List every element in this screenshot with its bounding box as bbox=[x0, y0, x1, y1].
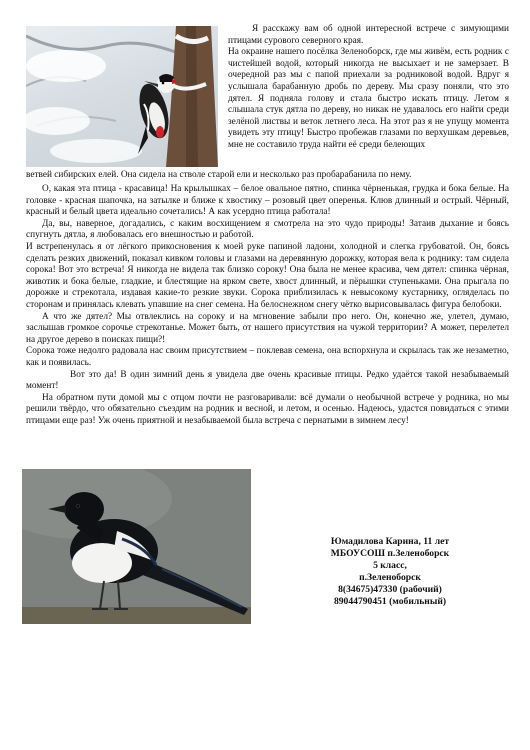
phone-mobile: 89044790451 (мобильный) bbox=[333, 596, 447, 607]
author-signature bbox=[280, 536, 500, 608]
magpie-illustration bbox=[22, 469, 251, 624]
paragraph-magpie: И встрепенулась я от лёгкого прикосновения к моей руке папиной ладони, холодной и слегка грубоватой. Он, боясь сделать резких движений, показал кивком головы и глазами на деревянную дорожку, которая вела к роднику: там сидела сорока! Вот это встреча! Я никогда не видела так близко сороку! Она была не менее красива, чем дятел: спинка чёрная, животик и бока белые, гладкие, и блестящие на ярком свете, хвост длинный, и пёрышки ступеньками. Она прыгала по дорожке и стрекотала, издавая какие-то резкие звуки. Сорока приблизилась к невысокому кустарнику, огляделась по сторонам и принялась клевать упавшие на снег семена. На белоснежном снегу чётко вырисовывалась фигура белобоки. bbox=[26, 241, 509, 310]
woodpecker-photo bbox=[26, 26, 218, 167]
paragraph-admiration: Да, вы, наверное, догадались, с каким восхищением я смотрела на это чудо природы! Затаив дыхание и боясь спугнуть дятла, я любовалась его внешностью и работой. bbox=[26, 218, 509, 241]
woodpecker-illustration bbox=[26, 26, 218, 167]
town: п.Зеленоборск bbox=[359, 572, 421, 583]
paragraph-spring-visit-continued: ветвей сибирских елей. Она сидела на стволе старой ели и несколько раз пробарабанила по нему. bbox=[26, 170, 412, 180]
main-text-block bbox=[26, 184, 509, 427]
paragraph-spring-visit: На окраине нашего посёлка Зеленоборск, где мы живём, есть родник с чистейшей водой, который никогда не высыхает и не замерзает. В очередной раз мы с папой приехали за родниковой водой. Вдруг я услышала барабанную дробь по дереву. Мы сразу поняли, что это дятел. Я подняла голову и стала быстро искать птицу. Летом я слышала стук дятла по дереву, но никак не удавалось его найти среди зелёной листвы и веток летнего леса. На этот раз я не упущу момента увидеть эту птицу! Быстро пробежав глазами по верхушкам деревьев, мне не составило труда найти её среди белеющих bbox=[228, 47, 509, 150]
wrap-text-line bbox=[26, 170, 509, 182]
magpie-photo bbox=[22, 469, 251, 624]
paragraph-return-home: На обратном пути домой мы с отцом почти не разговаривали: всё думали о необычной встрече у родника, но мы решили твёрдо, что обязательно съездим на родник и весной, и летом, и осенью. Надеюсь, удастся повидаться с этими птицами еще раз! Уж очень приятной и незабываемой была встреча с пернатыми в зимнем лесу! bbox=[26, 392, 509, 426]
school-name: МБОУСОШ п.Зеленоборск bbox=[330, 548, 450, 559]
grade: 5 класс, bbox=[373, 560, 407, 571]
paragraph-conclusion: Вот это да! В один зимний день я увидела две очень красивые птицы. Редко удаётся такой незабываемый момент! bbox=[26, 369, 509, 392]
paragraph-woodpecker-gone: А что же дятел? Мы отвлеклись на сороку и на мгновение забыли про него. Он, конечно же, улетел, думаю, заслышав громкое сорочье стрекотанье. Может быть, от нашего присутствия на чужой территории? А может, перелетел на другое дерево в поисках пищи?! bbox=[26, 311, 509, 345]
paragraph-magpie-gone: Сорока тоже недолго радовала нас своим присутствием – поклевав семена, она вспорхнула и скрылась так же незаметно, как и появилась. bbox=[26, 346, 509, 368]
phone-work: 8(34675)47330 (рабочий) bbox=[338, 584, 442, 595]
intro-text-block bbox=[228, 24, 509, 152]
paragraph-woodpecker-description: О, какая эта птица - красавица! На крылышках – белое овальное пятно, спинка чёрненькая, грудка и бока белые. На головке - красная шапочка, на затылке и ближе к хвостику – розовый цвет оперенья. Клюв длинный и острый. Чёрный, красный и белый цвета идеально сочетались! А как усердно птица работала! bbox=[26, 184, 509, 218]
paragraph-intro: Я расскажу вам об одной интересной встрече с зимующими птицами сурового северного края. bbox=[228, 24, 509, 46]
author-name: Юмадилова Карина, 11 лет bbox=[330, 536, 450, 547]
